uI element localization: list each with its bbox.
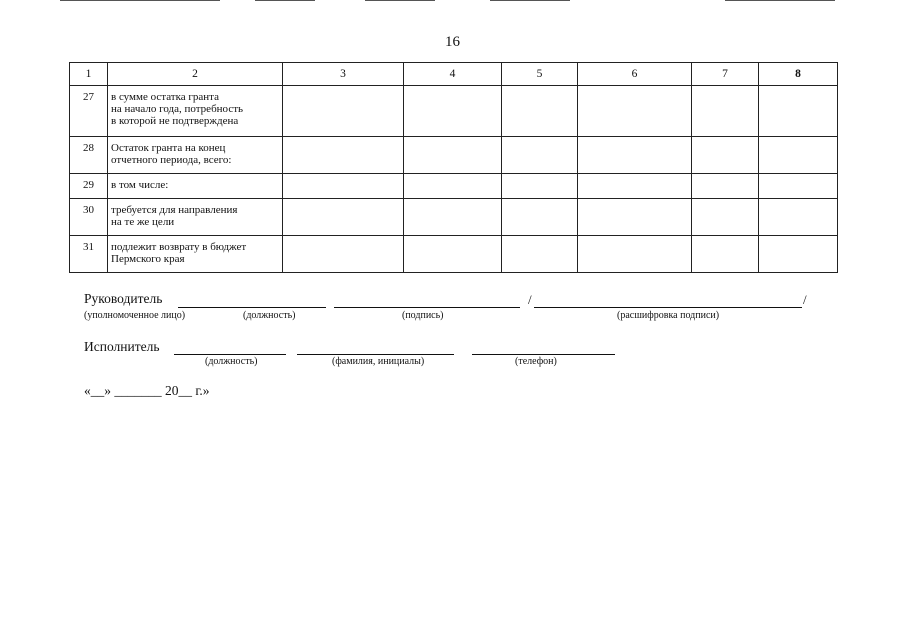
head-signature-caption: (подпись) bbox=[402, 310, 444, 321]
table-cell bbox=[404, 137, 502, 174]
row-description bbox=[108, 86, 283, 137]
row-description-line: подлежит возврату в бюджет bbox=[111, 241, 247, 253]
header-col-1: 1 bbox=[70, 63, 108, 86]
table-row bbox=[70, 236, 838, 273]
table-header-row bbox=[70, 63, 838, 86]
table-row bbox=[70, 137, 838, 174]
table-cell bbox=[578, 199, 692, 236]
head-slash-left: / bbox=[528, 292, 532, 307]
table-cell bbox=[502, 86, 578, 137]
table-cell bbox=[502, 137, 578, 174]
executor-position-line[interactable] bbox=[174, 353, 286, 355]
head-label: Руководитель bbox=[84, 291, 163, 306]
table-cell bbox=[692, 174, 759, 199]
row-description bbox=[108, 236, 283, 273]
table-cell bbox=[759, 86, 838, 137]
executor-name-line[interactable] bbox=[297, 353, 454, 355]
table-row bbox=[70, 86, 838, 137]
header-col-6: 6 bbox=[578, 63, 692, 86]
table-cell bbox=[502, 174, 578, 199]
row-number: 29 bbox=[70, 174, 108, 199]
row-number: 31 bbox=[70, 236, 108, 273]
table-cell bbox=[283, 174, 404, 199]
row-number: 30 bbox=[70, 199, 108, 236]
table-cell bbox=[759, 174, 838, 199]
executor-position-caption: (должность) bbox=[205, 356, 258, 367]
head-decoding-line[interactable] bbox=[534, 306, 802, 308]
table-cell bbox=[759, 137, 838, 174]
row-description-line: в сумме остатка гранта bbox=[111, 91, 220, 103]
row-description-line: на начало года, потребность bbox=[111, 103, 244, 115]
table-cell bbox=[578, 174, 692, 199]
executor-name-caption: (фамилия, инициалы) bbox=[332, 356, 425, 367]
table-row bbox=[70, 174, 838, 199]
table-cell bbox=[404, 86, 502, 137]
header-col-2: 2 bbox=[108, 63, 283, 86]
head-position-caption: (должность) bbox=[243, 310, 296, 321]
table-cell bbox=[692, 199, 759, 236]
header-col-8: 8 bbox=[759, 63, 838, 86]
row-description-line: отчетного периода, всего: bbox=[111, 154, 232, 166]
top-scan-marks bbox=[0, 0, 905, 2]
row-description-line: требуется для направления bbox=[111, 204, 238, 216]
table-row bbox=[70, 199, 838, 236]
row-description-line: в которой не подтверждена bbox=[111, 115, 239, 127]
head-authorized-caption: (уполномоченное лицо) bbox=[84, 310, 186, 321]
table-cell bbox=[692, 137, 759, 174]
table-cell bbox=[578, 236, 692, 273]
table-cell bbox=[502, 236, 578, 273]
header-col-7: 7 bbox=[692, 63, 759, 86]
report-table bbox=[69, 62, 838, 273]
header-col-4: 4 bbox=[404, 63, 502, 86]
row-number: 27 bbox=[70, 86, 108, 137]
table-cell bbox=[283, 236, 404, 273]
head-slash-right: / bbox=[803, 292, 807, 307]
page-number: 16 bbox=[445, 34, 460, 50]
table-cell bbox=[283, 199, 404, 236]
table-cell bbox=[692, 86, 759, 137]
table-cell bbox=[283, 86, 404, 137]
table-cell bbox=[283, 137, 404, 174]
table-cell bbox=[759, 199, 838, 236]
row-description bbox=[108, 174, 283, 199]
row-description-line: в том числе: bbox=[111, 179, 169, 191]
row-description-line: Пермского края bbox=[111, 253, 185, 265]
head-position-line[interactable] bbox=[178, 306, 326, 308]
head-decoding-caption: (расшифровка подписи) bbox=[617, 310, 720, 321]
row-description-line: Остаток гранта на конец bbox=[111, 142, 226, 154]
table-cell bbox=[692, 236, 759, 273]
table-cell bbox=[578, 137, 692, 174]
table-cell bbox=[404, 199, 502, 236]
table-cell bbox=[404, 236, 502, 273]
date-field[interactable]: «__» _______ 20__ г.» bbox=[84, 383, 210, 398]
executor-phone-caption: (телефон) bbox=[515, 356, 557, 367]
executor-label: Исполнитель bbox=[84, 339, 160, 354]
table-cell bbox=[578, 86, 692, 137]
table-cell bbox=[502, 199, 578, 236]
header-col-5: 5 bbox=[502, 63, 578, 86]
row-description bbox=[108, 199, 283, 236]
row-description bbox=[108, 137, 283, 174]
table-cell bbox=[404, 174, 502, 199]
table-cell bbox=[759, 236, 838, 273]
header-col-3: 3 bbox=[283, 63, 404, 86]
head-signature-line[interactable] bbox=[334, 306, 520, 308]
row-description-line: на те же цели bbox=[111, 216, 175, 228]
row-number: 28 bbox=[70, 137, 108, 174]
executor-phone-line[interactable] bbox=[472, 353, 615, 355]
